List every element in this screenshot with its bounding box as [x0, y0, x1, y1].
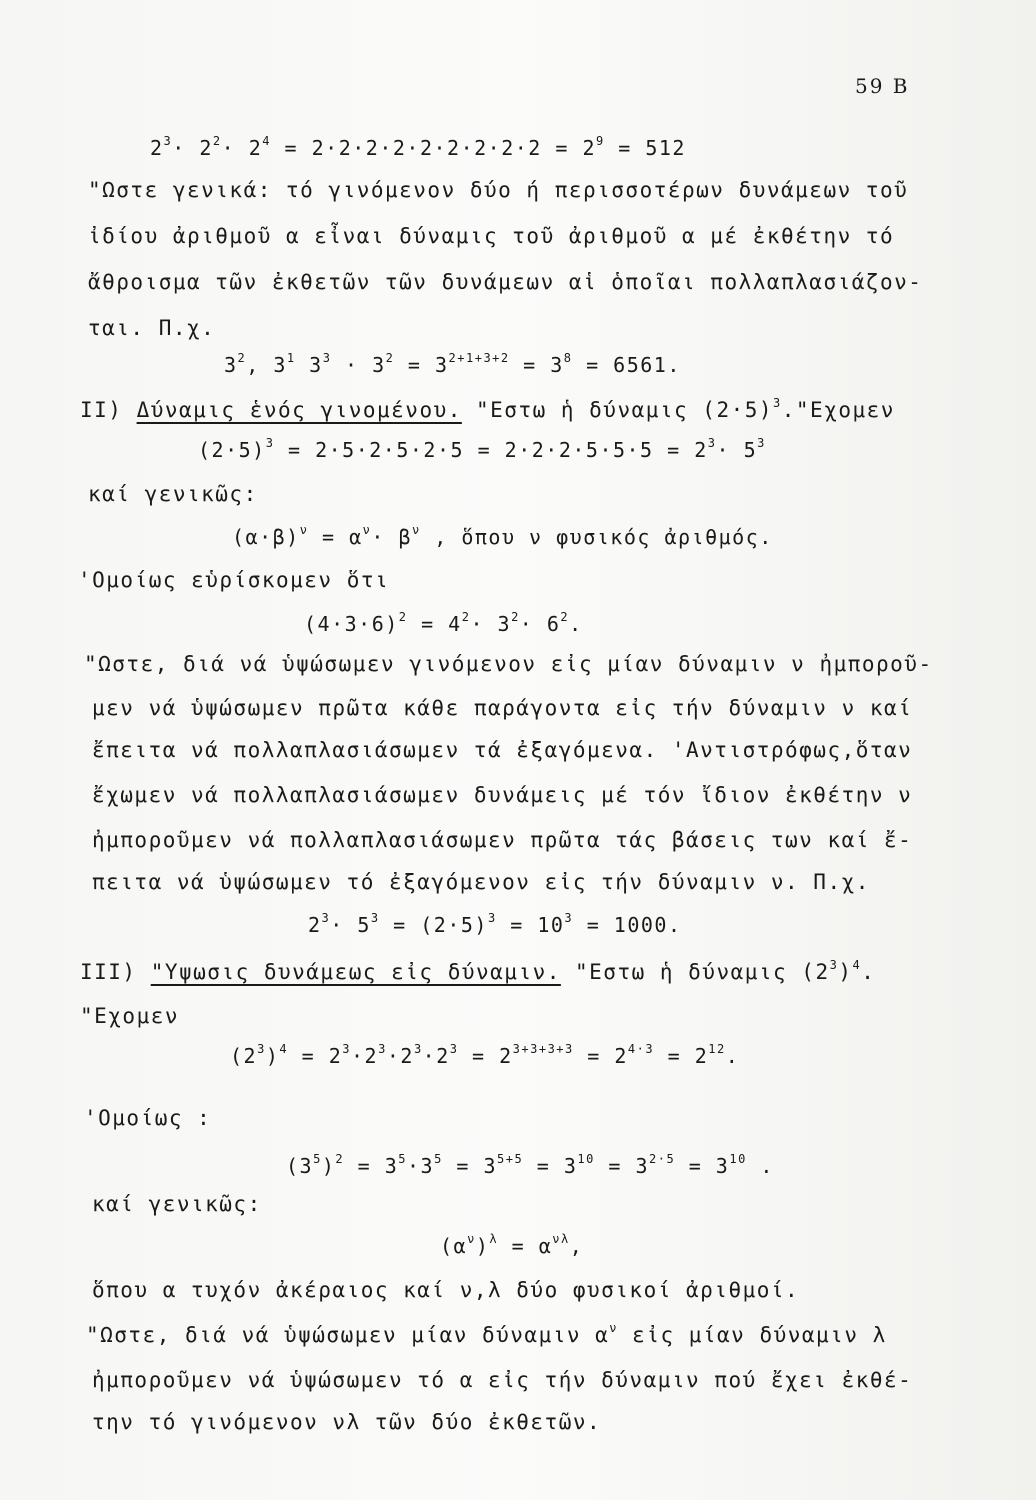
paragraph-line: "Εχομεν — [80, 1004, 180, 1028]
equation-powers-of-three: $3^2$, $3^1$ $3^3 \cdot 3^2 = 3^{2+1+3+2} = 3^8 = 6561$. — [224, 351, 681, 377]
paragraph-line: ὅπου α τυχόν ἀκέραιος καί ν,λ δύο φυσικοί ἀριθμοί. — [92, 1278, 800, 1302]
paragraph-line: "Ωστε, διά νά ὑψώσωμεν μίαν δύναμιν $\alpha^\nu$ εἰς μίαν δύναμιν λ — [86, 1321, 887, 1347]
equation-powers-of-two: $2^3\cdot 2^2\cdot 2^4 = 2\cdot 2\cdot 2\cdot 2\cdot 2\cdot 2\cdot 2\cdot 2\cdot 2 = 2^9 = 512$ — [150, 134, 686, 160]
paragraph-line: καί γενικῶς: — [92, 1192, 262, 1216]
paragraph-line: "Ωστε, διά νά ὑψώσωμεν γινόμενον εἰς μίαν δύναμιν ν ἠμποροῦ- — [84, 652, 933, 676]
paragraph-line: ἠμποροῦμεν νά ὑψώσωμεν τό α εἰς τήν δύναμιν πού ἔχει ἐκθέ- — [92, 1368, 913, 1392]
page-number: 59 B — [855, 74, 910, 98]
section-number: III) — [80, 960, 151, 984]
paragraph-line: ἔπειτα νά πολλαπλασιάσωμεν τά ἐξαγόμενα. 'Αντιστρόφως,ὅταν — [92, 738, 913, 762]
paragraph-line: μεν νά ὑψώσωμεν πρῶτα κάθε παράγοντα εἰς τήν δύναμιν ν καί — [92, 696, 913, 720]
equation-example-inverse: $2^3\cdot 5^3 = (2\cdot 5)^3 = 10^3 = 1000$. — [308, 911, 682, 937]
paragraph-line: 'Ομοίως εὑρίσκομεν ὅτι — [78, 568, 390, 592]
paragraph-line: την τό γινόμενον νλ τῶν δύο ἐκθετῶν. — [92, 1410, 602, 1434]
paragraph-line: ἠμποροῦμεν νά πολλαπλασιάσωμεν πρῶτα τάς βάσεις των καί ἔ- — [92, 828, 913, 852]
equation-product-expansion: $(2\cdot 5)^3 = 2\cdot 5\cdot 2\cdot 5\cdot 2\cdot 5 = 2\cdot 2\cdot 2\cdot 5\cdot 5\cdot 5 = 2^3\cdot 5^3$ — [198, 436, 766, 462]
equation-general-product-rule: $(\alpha\cdot\beta)^\nu = \alpha^\nu\cdot \beta^\nu$ , ὅπου ν φυσικός ἀριθμός. — [232, 523, 773, 549]
equation-power-of-three-fifth: $(3^5)^2 = 3^5\cdot 3^5 = 3^{5+5} = 3^{10} = 3^{2\cdot 5} = 3^{10}$ . — [286, 1152, 774, 1178]
equation-general-power-rule: $(\alpha^\nu)^\lambda = \alpha^{\nu\lambda}$, — [440, 1232, 584, 1258]
section-heading-product-power: II) Δύναμις ἑνός γινομένου. "Εστω ἡ δύναμις $(2\cdot 5)^3."E\chi o\mu\varepsilon\nu$ — [80, 396, 895, 422]
paragraph-line: καί γενικῶς: — [88, 482, 258, 506]
section-title: "Υψωσις δυνάμεως εἰς δύναμιν. — [150, 960, 561, 984]
section-number: II) — [80, 398, 137, 422]
paragraph-line: ἄθροισμα τῶν ἐκθετῶν τῶν δυνάμεων αἱ ὁποῖαι πολλαπλασιάζον- — [88, 270, 923, 294]
equation-power-of-two-cubed: $(2^3)^4 = 2^3\cdot 2^3\cdot 2^3\cdot 2^3 = 2^{3+3+3+3} = 2^{4\cdot 3} = 2^{12}$. — [230, 1042, 740, 1068]
paragraph-line: πειτα νά ὑψώσωμεν τό ἐξαγόμενον εἰς τήν δύναμιν ν. Π.χ. — [92, 870, 870, 894]
paragraph-line: ἔχωμεν νά πολλαπλασιάσωμεν δυνάμεις μέ τόν ἴδιον ἐκθέτην ν — [92, 783, 913, 807]
paragraph-line: "Ωστε γενικά: τό γινόμενον δύο ή περισσοτέρων δυνάμεων τοῦ — [88, 178, 909, 202]
paragraph-line: ἰδίου ἀριθμοῦ α εἶναι δύναμις τοῦ ἀριθμοῦ α μέ ἐκθέτην τό — [88, 224, 895, 248]
equation-example-product: $(4\cdot 3\cdot 6)^2 = 4^2\cdot 3^2\cdot 6^2$. — [304, 610, 583, 636]
paragraph-line: 'Ομοίως : — [84, 1106, 212, 1130]
section-heading-power-of-power: III) "Υψωσις δυνάμεως εἰς δύναμιν. "Εστω ἡ δύναμις $(2^3)^4$. — [80, 958, 876, 984]
section-title: Δύναμις ἑνός γινομένου. — [136, 398, 462, 422]
paragraph-line: ται. Π.χ. — [88, 316, 216, 340]
